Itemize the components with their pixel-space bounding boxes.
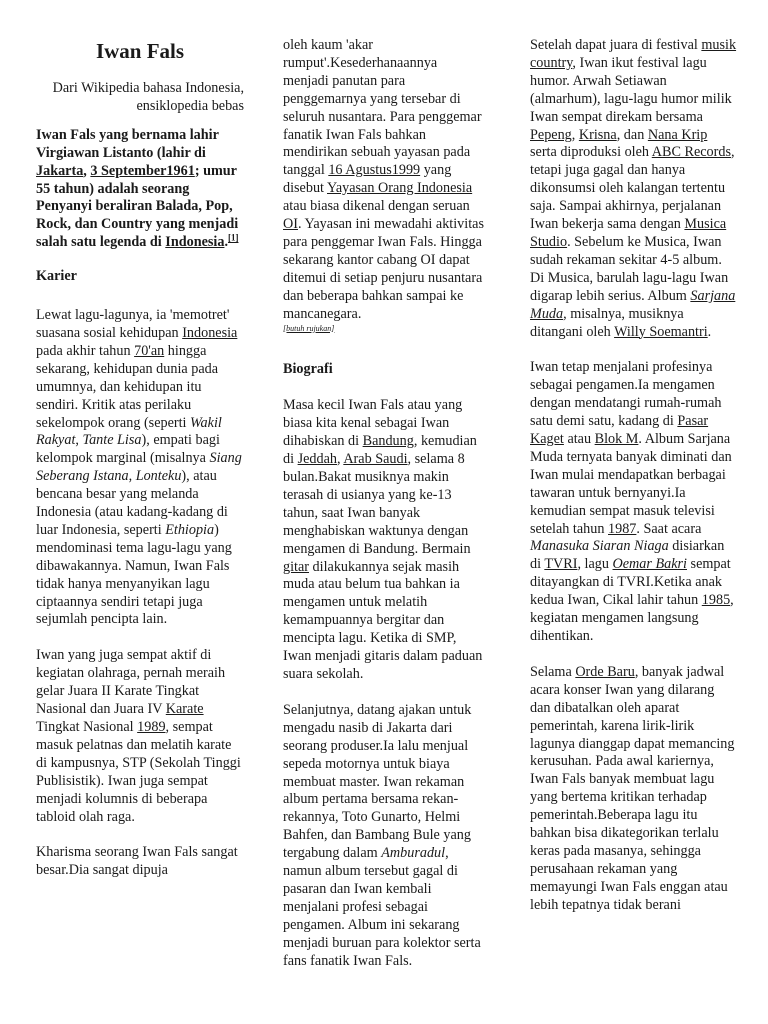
- karier-paragraph-3-start: Kharisma seorang Iwan Fals sangat besar.Dia sangat dipuja: [36, 844, 238, 879]
- biografi-paragraph-5: Selama Orde Baru, banyak jadwal acara konser Iwan yang dilarang dan dibatalkan oleh aparat pemerintah, karena lirik-lirik lagunya dianggap dapat memancing kerusuhan. Pada awal kariernya, Iwan Fals banyak membuat lagu yang bertema kritikan terhadap pemerintah.Beberapa lagu itu bahkan bisa dikategorikan terlalu keras pada masanya, sehingga perusahaan rekaman yang memayungi Iwan Fals enggan atau lebih tepatnya tidak berani: [530, 663, 735, 913]
- karier-paragraph-2: Iwan yang juga sempat aktif di kegiatan olahraga, pernah meraih gelar Juara II Karate Tingkat Nasional dan Juara IV Karate Tingkat Nasional 1989, sempat masuk pelatnas dan melatih karate di kampusnya, STP (Sekolah Tinggi Publisistik). Iwan juga sempat menjadi kolumnis di beberapa tabloid olah raga.: [36, 647, 241, 825]
- link-pepeng[interactable]: Pepeng: [530, 126, 572, 143]
- link-bandung[interactable]: Bandung: [362, 433, 414, 450]
- biografi-paragraph-1: Masa kecil Iwan Fals atau yang biasa kita kenal sebagai Iwan dihabiskan di Bandung, kemudian di Jeddah, Arab Saudi, selama 8 bulan.Bakat musiknya makin terasah di usianya yang ke-13 tahun, saat Iwan banyak menghabiskan waktunya dengan mengamen di Bandung. Bermain gitar dilakukannya sejak masih muda atau belum tua bahkan ia mengamen untuk melatih kemampuannya bergitar dan mencipta lagu. Ketika di SMP, Iwan menjadi gitaris dalam paduan suara sekolah.: [283, 397, 483, 682]
- link-karate[interactable]: Karate: [165, 701, 204, 718]
- link-sarjana-muda[interactable]: Sarjana Muda: [530, 287, 736, 322]
- article-subtitle: Dari Wikipedia bahasa Indonesia, ensiklopedia bebas: [52, 80, 244, 114]
- link-nana-krip[interactable]: Nana Krip: [647, 126, 708, 143]
- link-tvri[interactable]: TVRI: [544, 556, 578, 573]
- link-indonesia-2[interactable]: Indonesia: [182, 324, 238, 341]
- karier-paragraph-3-cont: oleh kaum 'akar rumput'.Kesederhanaannya menjadi panutan para penggemarnya yang tersebar di seluruh nusantara. Para penggemar fanatik Iwan Fals bahkan mendirikan sebuah yayasan pada tanggal 16 Agustus1999 yang disebut Yayasan Orang Indonesia atau biasa dikenal dengan seruan OI. Yayasan ini mewadahi aktivitas para penggemar Iwan Fals. Hingga sekarang kantor cabang OI dapat ditemui di setiap penjuru nusantara dan beberapa bahkan sampai ke mancanegara.: [283, 37, 484, 322]
- biografi-paragraph-4: Iwan tetap menjalani profesinya sebagai pengamen.Ia mengamen dengan mendatangi rumah-rumah satu demi satu, kadang di Pasar Kaget atau Blok M. Album Sarjana Muda ternyata banyak diminati dan Iwan mulai mendapatkan berbagai tawaran untuk bernyanyi.Ia kemudian sempat masuk televisi setelah tahun 1987. Saat acara Manasuka Siaran Niaga disiarkan di TVRI, lagu Oemar Bakri sempat ditayangkan di TVRI.Ketika anak kedua Iwan, Cikal lahir tahun 1985, kegiatan mengamen langsung dihentikan.: [530, 359, 734, 644]
- link-abc-records[interactable]: ABC Records: [651, 144, 731, 161]
- link-oi[interactable]: OI: [283, 216, 298, 233]
- link-orde-baru[interactable]: Orde Baru: [575, 663, 635, 680]
- heading-biografi: Biografi: [283, 360, 333, 377]
- link-birthdate[interactable]: 3 September1961: [90, 162, 195, 179]
- link-jeddah[interactable]: Jeddah: [297, 451, 337, 468]
- link-1987[interactable]: 1987: [608, 520, 637, 537]
- link-arab-saudi[interactable]: Arab Saudi: [343, 451, 408, 468]
- link-70an[interactable]: 70'an: [134, 342, 165, 359]
- link-indonesia[interactable]: Indonesia: [165, 234, 225, 251]
- link-musica-studio[interactable]: Musica Studio: [530, 216, 727, 250]
- link-jakarta[interactable]: Jakarta: [36, 162, 84, 179]
- biografi-paragraph-2: Selanjutnya, datang ajakan untuk mengadu nasib di Jakarta dari seorang produser.Ia lalu menjual sepeda motornya untuk biaya membuat master. Iwan rekaman album pertama bersama rekan-rekannya, Toto Gunarto, Helmi Bahfen, dan Bambang Bule yang tergabung dalam Amburadul, namun album tersebut gagal di pasaran dan Iwan kembali menjalani profesi sebagai pengamen. Album ini sekarang menjadi buruan para kolektor serta fans fanatik Iwan Fals.: [283, 701, 481, 969]
- link-oemar-bakri[interactable]: Oemar Bakri: [612, 556, 687, 573]
- link-willy-soemantri[interactable]: Willy Soemantri: [614, 323, 708, 340]
- link-yayasan-orang-indonesia[interactable]: Yayasan Orang Indonesia: [327, 180, 473, 197]
- link-16-agustus-1999[interactable]: 16 Agustus1999: [328, 162, 421, 179]
- citation-1[interactable]: [1]: [227, 232, 239, 243]
- link-musik-country[interactable]: musik country: [530, 37, 737, 71]
- link-krisna[interactable]: Krisna: [578, 126, 617, 143]
- link-blok-m[interactable]: Blok M: [594, 431, 639, 448]
- link-pasar-kaget[interactable]: Pasar Kaget: [530, 413, 709, 448]
- lead-paragraph: Iwan Fals yang bernama lahir Virgiawan Listanto (lahir di Jakarta, 3 September1961; umur 55 tahun) adalah seorang Penyanyi beraliran Balada, Pop, Rock, dan Country yang menjadi salah satu legenda di Indonesia.[1]: [36, 126, 239, 251]
- karier-paragraph-1: Lewat lagu-lagunya, ia 'memotret' suasana sosial kehidupan Indonesia pada akhir tahun 70'an hingga sekarang, kehidupan dunia pada umumnya, dan kehidupan itu sendiri. Kritik atas perilaku sekelompok orang (seperti Wakil Rakyat, Tante Lisa), empati bagi kelompok marginal (misalnya Siang Seberang Istana, Lonteku), atau bencana besar yang melanda Indonesia (atau kadang-kadang di luar Indonesia, seperti Ethiopia) mendominasi tema lagu-lagu yang dibawakannya. Namun, Iwan Fals tidak hanya menyanyikan lagu ciptaannya sendiri tetapi juga sejumlah pencipta lain.: [36, 307, 242, 628]
- column-1: [36, 0, 244, 880]
- link-1989[interactable]: 1989: [137, 719, 166, 735]
- citation-needed[interactable]: [butuh rujukan]: [283, 323, 335, 333]
- column-2: [283, 37, 486, 971]
- column-3: [530, 37, 737, 915]
- link-1985[interactable]: 1985: [701, 592, 731, 609]
- article-title: Iwan Fals: [95, 39, 185, 63]
- link-gitar[interactable]: gitar: [283, 558, 309, 575]
- biografi-paragraph-3: Setelah dapat juara di festival musik country, Iwan ikut festival lagu humor. Arwah Setiawan (almarhum), lagu-lagu humor milik Iwan sempat direkam bersama Pepeng, Krisna, dan Nana Krip serta diproduksi oleh ABC Records, tetapi juga gagal dan hanya dikonsumsi oleh kalangan tertentu saja. Sampai akhirnya, perjalanan Iwan bekerja sama dengan Musica Studio. Sebelum ke Musica, Iwan sudah rekaman sekitar 4-5 album. Di Musica, barulah lagu-lagu Iwan digarap lebih serius. Album Sarjana Muda, misalnya, musiknya ditangani oleh Willy Soemantri.: [530, 37, 737, 340]
- heading-karier: Karier: [36, 268, 77, 285]
